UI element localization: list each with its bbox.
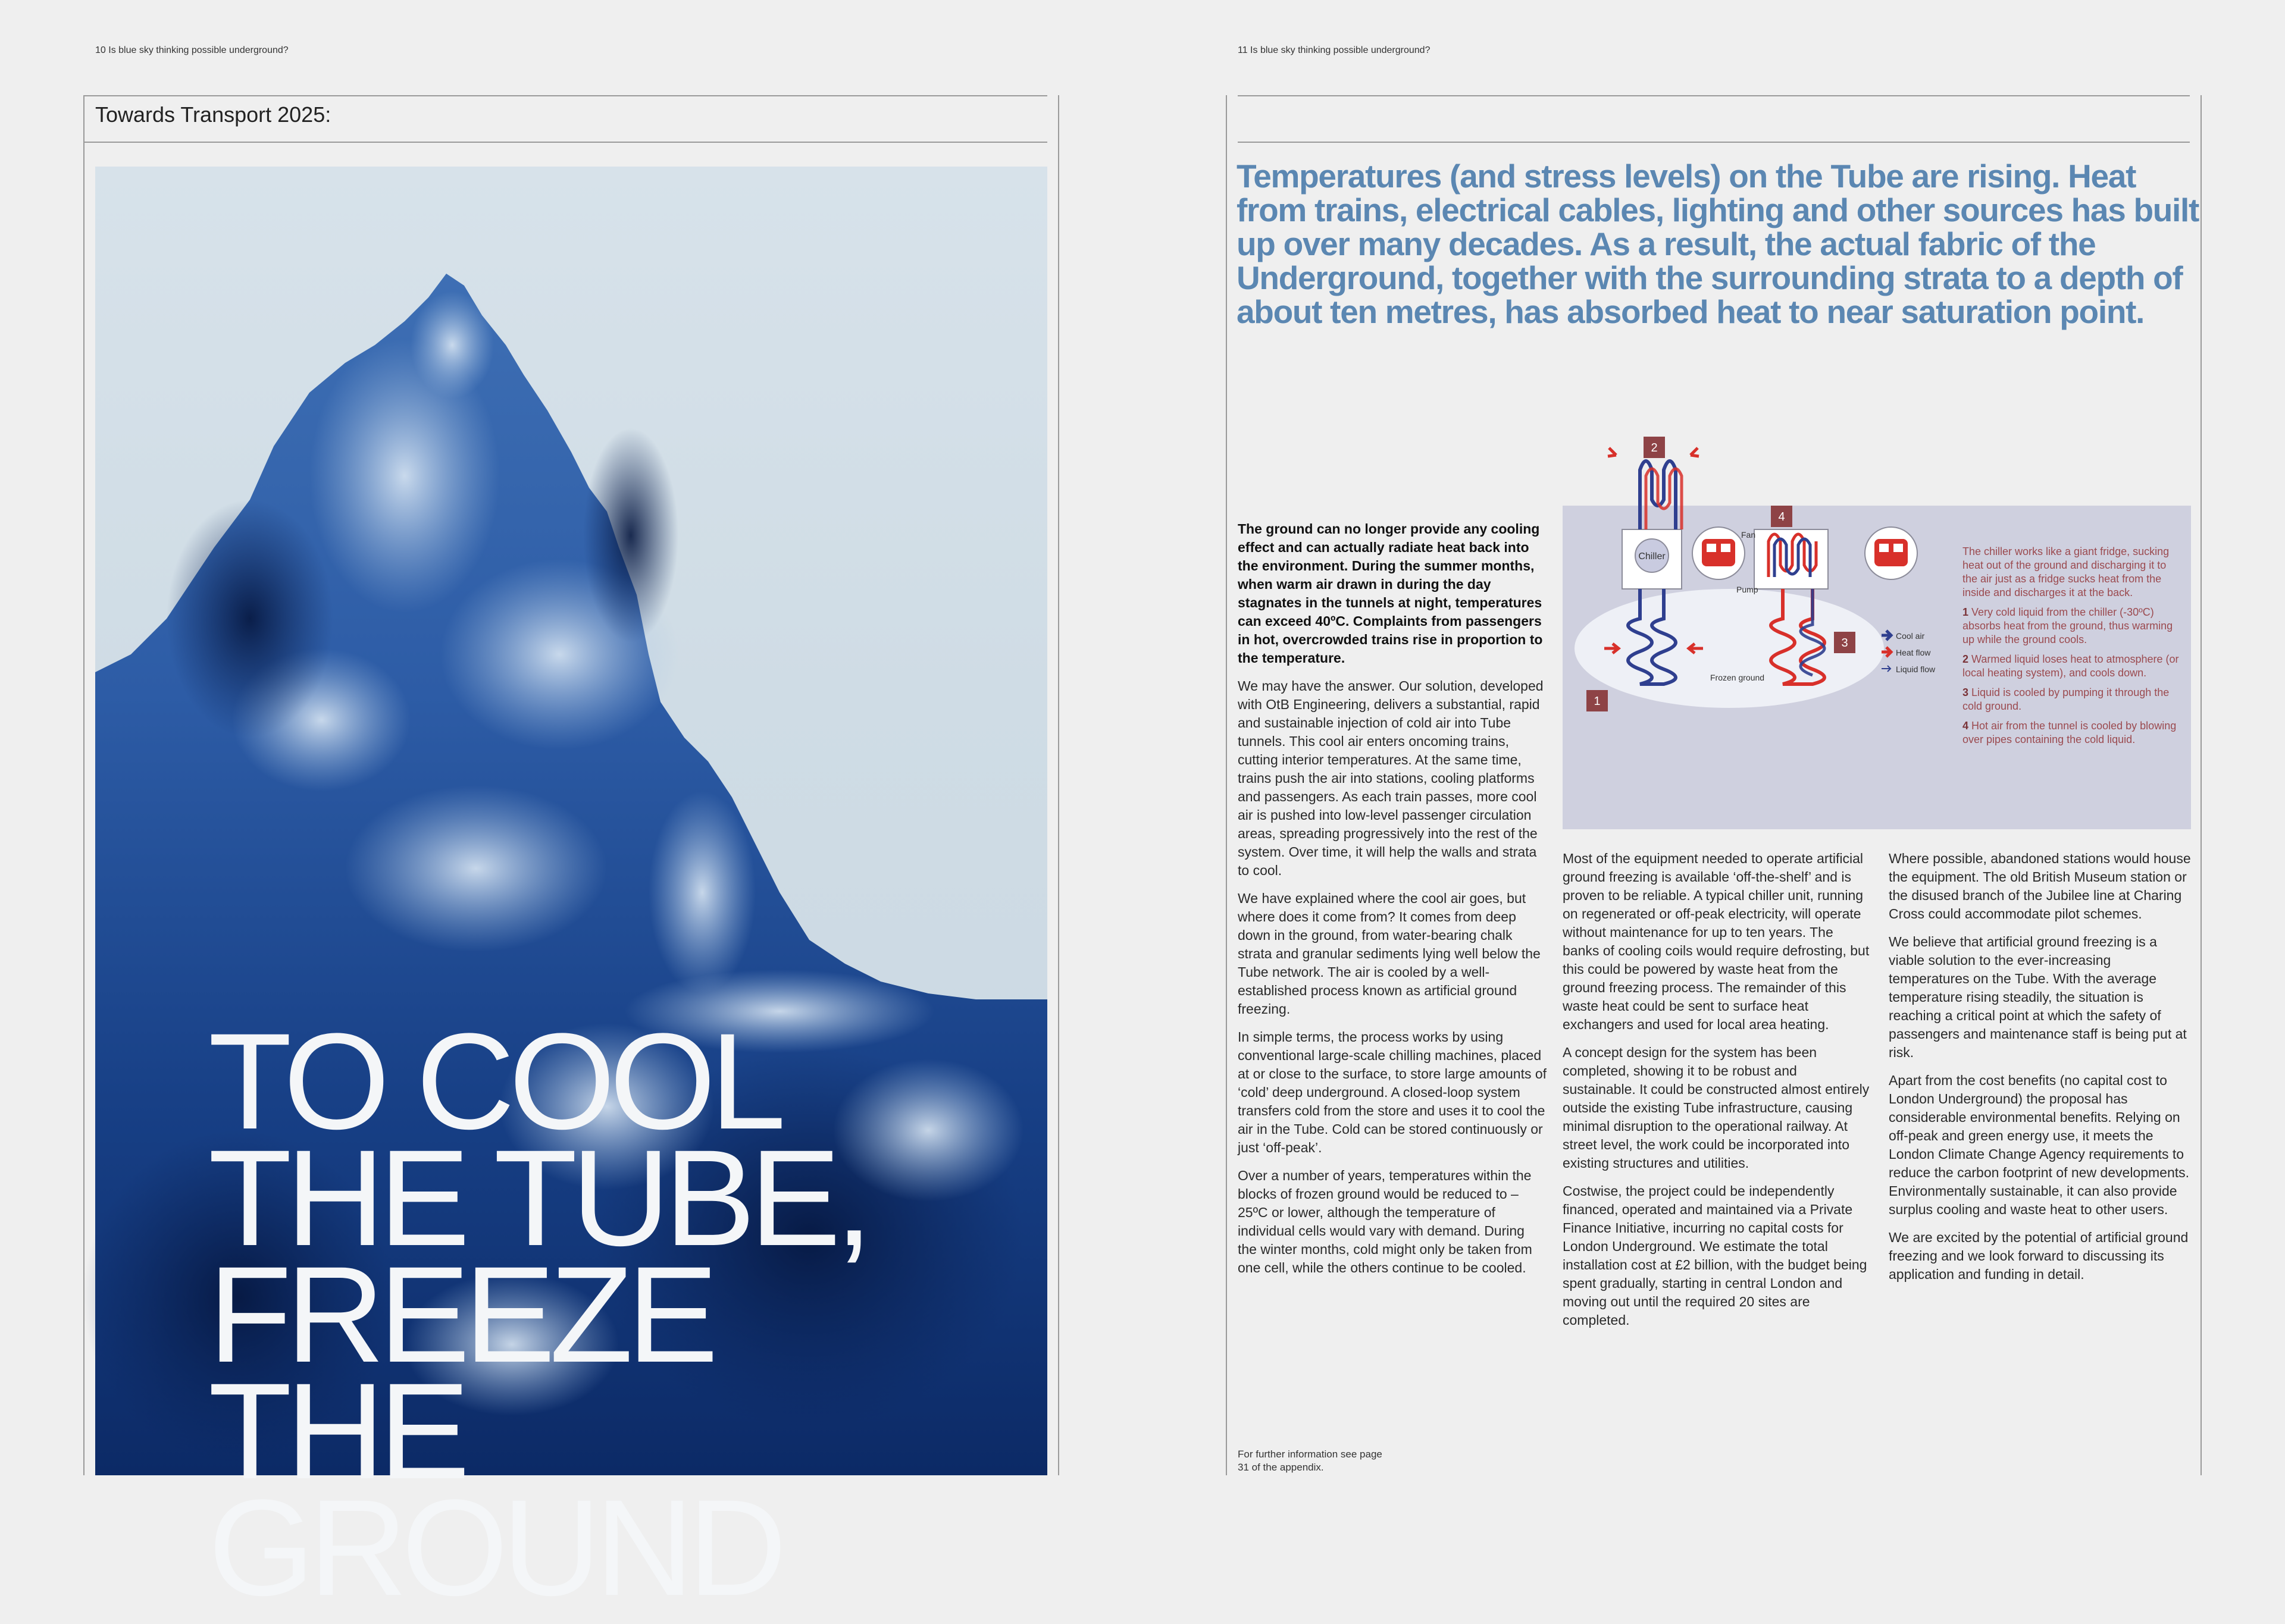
- train-window: [1879, 544, 1889, 552]
- diagram-step: [1962, 653, 2183, 680]
- running-head-left: 10 Is blue sky thinking possible underground?: [95, 45, 289, 55]
- train-left-icon: [1702, 539, 1735, 566]
- hero-headline: [208, 1005, 1041, 1624]
- diagram-caption: [1962, 545, 2183, 753]
- body-paragraph: Over a number of years, temperatures within the blocks of frozen ground would be reduced to –25ºC or lower, although the temperature of individual cells would vary with demand. During the winter months, cold might only be taken from one cell, while the others continue to be cooled.: [1238, 1168, 1532, 1275]
- cool-air-legend-icon: [1882, 631, 1891, 640]
- text-column-2: [1563, 849, 1872, 1339]
- ice-photo: [95, 167, 1047, 1624]
- liquid-flow-legend-icon: [1882, 666, 1890, 672]
- left-page-gutter-rule: [1058, 95, 1059, 1475]
- step-4-number: 4: [1778, 510, 1785, 523]
- body-paragraph: We have explained where the cool air goes, but where does it come from? It comes from deep down in the ground, from water-bearing chalk strata and granular sediments lying well below the Tube network. The air is cooled by a well-established process known as artificial ground freezing.: [1238, 891, 1541, 1017]
- diagram-step-text: Liquid is cooled by pumping it through the cold ground.: [1962, 686, 2170, 712]
- train-window: [1721, 544, 1730, 552]
- footnote: For further information see page 31 of the appendix.: [1238, 1449, 1382, 1473]
- body-paragraph: In simple terms, the process works by using conventional large-scale chilling machines, placed at or close to the surface, to store large amounts of ‘cold’ deep underground. A closed-loop system transfers cold from the store and uses it to cool the air in the Tube. Cold can be stored continuously or just ‘off-peak’.: [1238, 1029, 1547, 1155]
- body-paragraph: We believe that artificial ground freezing is a viable solution to the ever-increasing temperatures on the Tube. With the average temperature rising steadily, the situation is reaching a critical point at which the safety of passengers and maintenance staff is being put at risk.: [1889, 934, 2187, 1060]
- body-paragraph: Apart from the cost benefits (no capital cost to London Underground) the proposal has considerable environmental benefits. Relying on off-peak and green energy use, it meets the London Climate Change Agency requirements to reduce the carbon footprint of new developments. Environmentally sustainable, it can also provide surplus cooling and waste heat to other users.: [1889, 1073, 2190, 1217]
- train-window: [1707, 544, 1716, 552]
- legend-heat-flow: Heat flow: [1896, 648, 1931, 657]
- diagram-step: [1962, 686, 2183, 713]
- body-paragraph: We are excited by the potential of artificial ground freezing and we look forward to discussing its application and funding in detail.: [1889, 1230, 2189, 1282]
- diagram-step: [1962, 606, 2183, 647]
- hero-line: THE TUBE,: [208, 1121, 868, 1274]
- step-2-number: 2: [1651, 441, 1658, 454]
- fan-label: Fan: [1741, 530, 1756, 540]
- step-1-number: 1: [1594, 695, 1601, 708]
- ground-freezing-diagram: [1563, 428, 1967, 726]
- left-top-rule: [83, 95, 1047, 96]
- hero-line: TO COOL: [208, 1005, 780, 1158]
- diagram-step-text: Very cold liquid from the chiller (-30ºC) absorbs heat from the ground, thus warming up while the ground cools.: [1962, 606, 2173, 645]
- body-paragraph: Where possible, abandoned stations would house the equipment. The old British Museum station or the disused branch of the Jubilee line at Charing Cross could accommodate pilot schemes.: [1889, 851, 2191, 921]
- body-paragraph: Costwise, the project could be independently financed, operated and maintained via a Private Finance Initiative, incurring no capital costs for London Underground. We estimate the total installation cost at £2 billion, with the budget being spent gradually, starting in central London and moving out until the required 20 sites are completed.: [1563, 1183, 1867, 1328]
- hero-line: THE: [208, 1355, 464, 1507]
- intro-paragraph: The ground can no longer provide any cooling effect and can actually radiate heat back into the environment. During the summer months, when warm air drawn in during the day stagnates in the tunnels at night, temperatures can exceed 40ºC. Complaints from passengers in hot, overcrowded trains rise in proportion to the temperature.: [1238, 521, 1543, 666]
- diagram-step-text: Hot air from the tunnel is cooled by blowing over pipes containing the cold liquid.: [1962, 720, 2177, 745]
- diagram-step-number: 3: [1962, 686, 1969, 698]
- step-3-number: 3: [1841, 637, 1848, 650]
- train-window: [1893, 544, 1903, 552]
- right-top-rule: [1238, 95, 2190, 96]
- left-page-margin-rule: [83, 95, 84, 1475]
- frozen-ground-label: Frozen ground: [1710, 673, 1765, 682]
- section-title: Towards Transport 2025:: [95, 102, 331, 127]
- right-page-gutter-rule: [1226, 95, 1227, 1475]
- right-page-margin-rule: [2201, 95, 2202, 1475]
- pump-label: Pump: [1736, 585, 1758, 594]
- legend-cool-air: Cool air: [1896, 631, 1925, 641]
- body-paragraph: A concept design for the system has been completed, showing it to be robust and sustainable. It could be constructed almost entirely outside the existing Tube infrastructure, causing minimal disruption to the operational railway. At street level, the work could be incorporated into existing structures and utilities.: [1563, 1045, 1870, 1171]
- diagram-caption-intro: The chiller works like a giant fridge, sucking heat out of the ground and discharging it to the air just as a fridge sucks heat from the inside and discharges it at the back.: [1962, 545, 2170, 598]
- text-column-1: [1238, 520, 1547, 1287]
- diagram-step-number: 1: [1962, 606, 1969, 618]
- left-title-rule: [83, 142, 1047, 143]
- diagram-step-text: Warmed liquid loses heat to atmosphere (or local heating system), and cools down.: [1962, 653, 2179, 679]
- diagram-step-number: 4: [1962, 720, 1969, 732]
- hero-line: FREEZE: [208, 1238, 713, 1391]
- running-head-right: 11 Is blue sky thinking possible underground?: [1238, 45, 1431, 55]
- diagram-step: [1962, 719, 2183, 747]
- heat-out-arrow: [1691, 448, 1699, 456]
- heat-out-arrow: [1608, 448, 1616, 456]
- body-paragraph: Most of the equipment needed to operate artificial ground freezing is available ‘off-the-shelf’ and is proven to be reliable. A typical chiller unit, running on regenerated or off-peak electricity, will operate without maintenance for up to ten years. The banks of cooling coils would require defrosting, but this could be powered by waste heat from the ground freezing process. The remainder of this waste heat could be sent to surface heat exchangers and used for local area heating.: [1563, 851, 1870, 1032]
- lead-paragraph: Temperatures (and stress levels) on the Tube are rising. Heat from trains, electrical cables, lighting and other sources has built up over many decades. As a result, the actual fabric of the Underground, together with the surrounding strata to a depth of about ten metres, has absorbed heat to near saturation point.: [1237, 158, 2199, 330]
- body-paragraph: We may have the answer. Our solution, developed with OtB Engineering, delivers a substantial, rapid and sustainable injection of cold air into Tube tunnels. This cool air enters oncoming trains, cutting interior temperatures. At the same time, trains push the air into stations, cooling platforms and passengers. As each train passes, more cool air is pushed into low-level passenger circulation areas, spreading progressively into the rest of the system. Over time, it will help the walls and strata to cool.: [1238, 678, 1544, 878]
- hero-line: GROUND: [208, 1471, 781, 1624]
- chiller-label: Chiller: [1638, 551, 1666, 562]
- diagram-step-number: 2: [1962, 653, 1969, 665]
- right-title-rule: [1238, 142, 2190, 143]
- train-right-icon: [1874, 539, 1908, 566]
- text-column-3: [1889, 849, 2192, 1293]
- legend-liquid-flow: Liquid flow: [1896, 664, 1936, 674]
